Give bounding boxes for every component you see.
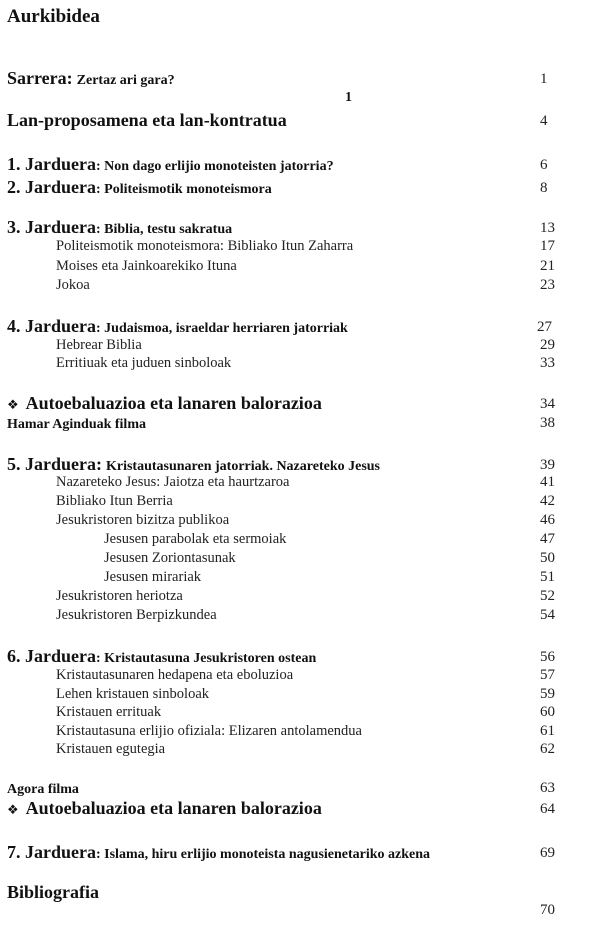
page-number: 70	[540, 902, 555, 918]
entry-text: Autoebaluazioa eta lanaren balorazioa	[25, 393, 322, 413]
entry-label: 3. Jarduera	[7, 217, 96, 237]
toc-entry[interactable]	[7, 454, 600, 475]
toc-subentry[interactable]	[56, 337, 600, 354]
toc-entry[interactable]	[7, 393, 600, 414]
toc-subsubentry[interactable]	[104, 550, 600, 567]
page-number: 4	[540, 113, 548, 129]
toc-subentry[interactable]	[56, 258, 600, 275]
entry-text: Jokoa	[56, 277, 90, 293]
entry-text: Hamar Aginduak filma	[7, 417, 146, 432]
toc-subentry[interactable]	[56, 723, 600, 740]
page-number: 21	[540, 258, 555, 274]
entry-label: 4. Jarduera	[7, 316, 96, 336]
entry-text: Kristauen errituak	[56, 704, 162, 720]
page-number: 42	[540, 493, 555, 509]
toc-subentry[interactable]	[56, 238, 600, 255]
toc-entry[interactable]	[7, 316, 600, 337]
page-number: 60	[540, 704, 555, 720]
page-number: 56	[540, 649, 555, 665]
entry-text: Kristauen egutegia	[56, 741, 166, 757]
entry-text: Autoebaluazioa eta lanaren balorazioa	[25, 798, 322, 818]
page-number: 6	[540, 157, 548, 173]
entry-text: : Islama, hiru erlijio monoteista nagusienetariko azkena	[96, 847, 431, 862]
toc-subentry[interactable]	[56, 607, 600, 624]
entry-label: Sarrera:	[7, 68, 73, 88]
entry-label: 1. Jarduera	[7, 154, 96, 174]
entry-text: Bibliografia	[7, 882, 100, 902]
toc-subentry[interactable]	[56, 277, 600, 294]
entry-text: Lehen kristauen sinboloak	[56, 686, 210, 702]
entry-text: : Politeismotik monoteismora	[96, 182, 272, 197]
entry-text: : Biblia, testu sakratua	[96, 222, 233, 237]
entry-text: Kristautasunaren jatorriak. Nazareteko Jesus	[105, 459, 381, 474]
entry-text: Jesukristoren bizitza publikoa	[56, 512, 230, 528]
page-number: 57	[540, 667, 555, 683]
page-number: 23	[540, 277, 555, 293]
page-number: 63	[540, 780, 555, 796]
diamond-bullet-icon: ❖	[7, 802, 19, 817]
toc-subentry[interactable]	[56, 686, 600, 703]
page-number: 17	[540, 238, 555, 254]
page-number: 62	[540, 741, 555, 757]
page-number: 27	[537, 319, 552, 335]
page-number: 33	[540, 355, 555, 371]
entry-text: : Non dago erlijio monoteisten jatorria?	[96, 159, 334, 174]
entry-text: Moises eta Jainkoarekiko Ituna	[56, 258, 237, 274]
page-number: 46	[540, 512, 555, 528]
page-number: 13	[540, 220, 555, 236]
entry-text: Jesukristoren Berpizkundea	[56, 607, 217, 623]
stray-page-number: 1	[345, 90, 352, 105]
toc-entry[interactable]	[7, 154, 600, 175]
toc-subsubentry[interactable]	[104, 531, 600, 548]
toc-subentry[interactable]	[56, 667, 600, 684]
entry-text: Erritiuak eta juduen sinboloak	[56, 355, 232, 371]
page-number: 52	[540, 588, 555, 604]
toc-entry[interactable]	[7, 882, 600, 903]
page-title: Aurkibidea	[7, 6, 100, 27]
toc-entry[interactable]	[7, 217, 600, 238]
entry-label: 7. Jarduera	[7, 842, 96, 862]
page-number: 59	[540, 686, 555, 702]
toc-subentry[interactable]	[56, 474, 600, 491]
entry-text: Jesusen mirariak	[104, 569, 202, 585]
page-number: 64	[540, 801, 555, 817]
toc-subentry[interactable]	[56, 704, 600, 721]
page-number: 1	[540, 71, 548, 87]
entry-text: Zertaz ari gara?	[76, 73, 175, 88]
page-number: 34	[540, 396, 555, 412]
toc-entry[interactable]	[7, 646, 600, 667]
page-number: 8	[540, 180, 548, 196]
page-number: 50	[540, 550, 555, 566]
toc-subentry[interactable]	[56, 512, 600, 529]
toc-entry[interactable]	[7, 415, 600, 433]
entry-text: Lan-proposamena eta lan-kontratua	[7, 110, 287, 130]
entry-text: : Kristautasuna Jesukristoren ostean	[96, 651, 317, 666]
diamond-bullet-icon: ❖	[7, 397, 19, 412]
toc-entry[interactable]	[7, 110, 600, 131]
entry-text: Bibliako Itun Berria	[56, 493, 173, 509]
page-number: 29	[540, 337, 555, 353]
entry-text: Agora filma	[7, 782, 79, 797]
toc-entry[interactable]	[7, 177, 600, 198]
entry-label: 2. Jarduera	[7, 177, 96, 197]
page-number: 61	[540, 723, 555, 739]
toc-subentry[interactable]	[56, 588, 600, 605]
entry-label: 5. Jarduera:	[7, 454, 102, 474]
entry-text: Jesusen Zoriontasunak	[104, 550, 236, 566]
page-number: 38	[540, 415, 555, 431]
page-number: 47	[540, 531, 555, 547]
toc-entry[interactable]	[7, 68, 600, 89]
toc-entry[interactable]	[7, 780, 600, 798]
entry-text: Politeismotik monoteismora: Bibliako Itun Zaharra	[56, 238, 354, 254]
page-number: 54	[540, 607, 555, 623]
page-number: 41	[540, 474, 555, 490]
entry-text: Hebrear Biblia	[56, 337, 142, 353]
toc-subsubentry[interactable]	[104, 569, 600, 586]
entry-text: Jesukristoren heriotza	[56, 588, 183, 604]
entry-text: Kristautasunaren hedapena eta eboluzioa	[56, 667, 294, 683]
toc-subentry[interactable]	[56, 355, 600, 372]
entry-text: Jesusen parabolak eta sermoiak	[104, 531, 287, 547]
page-number: 51	[540, 569, 555, 585]
toc-subentry[interactable]	[56, 493, 600, 510]
entry-text: Nazareteko Jesus: Jaiotza eta haurtzaroa	[56, 474, 290, 490]
page-number: 39	[540, 457, 555, 473]
entry-text: : Judaismoa, israeldar herriaren jatorriak	[96, 321, 348, 336]
toc-subentry[interactable]	[56, 741, 600, 758]
entry-label: 6. Jarduera	[7, 646, 96, 666]
entry-text: Kristautasuna erlijio ofiziala: Elizaren antolamendua	[56, 723, 362, 739]
page-number: 69	[540, 845, 555, 861]
toc-entry[interactable]	[7, 842, 600, 863]
toc-entry[interactable]	[7, 798, 600, 819]
